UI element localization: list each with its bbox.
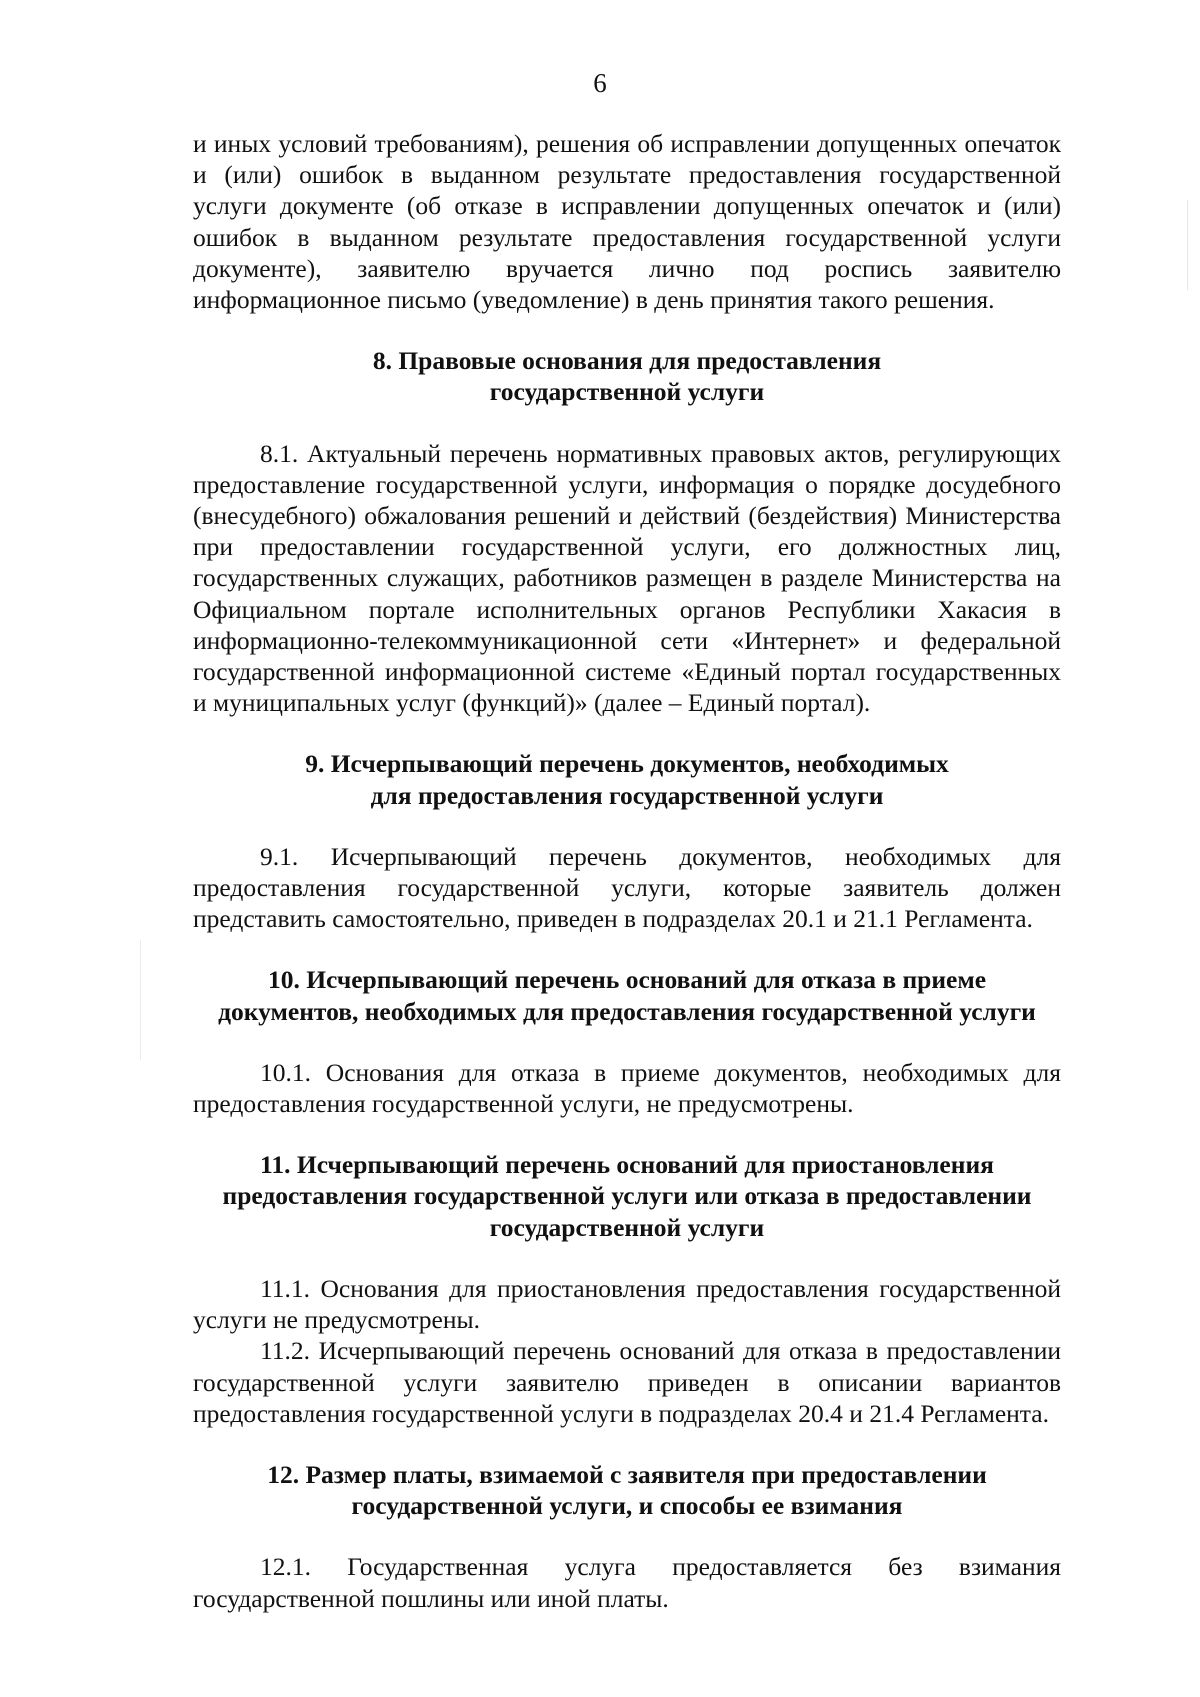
section-11-heading-line-2: предоставления государственной услуги или отказа в предоставлении: [222, 1181, 1032, 1211]
section-10-heading-line-2: документов, необходимых для предоставления государственной услуги: [218, 996, 1036, 1026]
document-body: [193, 128, 1061, 1614]
section-11-heading: [193, 1149, 1061, 1243]
paragraph-11-1: 11.1. Основания для приостановления предоставления государственной услуги не предусмотрены.: [193, 1273, 1061, 1335]
paragraph-9-1: 9.1. Исчерпывающий перечень документов, необходимых для предоставления государственной услуги, которые заявитель должен представить самостоятельно, приведен в подразделах 20.1 и 21.1 Регламента.: [193, 841, 1061, 934]
paragraph-11-2: 11.2. Исчерпывающий перечень оснований для отказа в предоставлении государственной услуги заявителю приведен в описании вариантов предоставления государственной услуги в подразделах 20.4 и 21.4 Регламента.: [193, 1336, 1061, 1428]
section-8-heading-line-2: государственной услуги: [489, 377, 765, 407]
section-9-heading: [193, 748, 1061, 810]
section-11-heading-line-3: государственной услуги: [489, 1212, 765, 1242]
section-12-heading-line-1: 12. Размер платы, взимаемой с заявителя при предоставлении: [267, 1459, 987, 1489]
paragraph-8-1: 8.1. Актуальный перечень нормативных правовых актов, регулирующих предоставление государственной услуги, информация о порядке досудебного (внесудебного) обжалования решений и действий (бездействия) Министерства при предоставлении государственной услуги, его должностных лиц, государственных служащих, работников размещен в разделе Министерства на Официальном портале исполнительных органов Республики Хакасия в информационно-телекоммуникационной сети «Интернет» и федеральной государственной информационной системе «Единый портал государственных и муниципальных услуг (функций)» (далее – Единый портал).: [193, 438, 1061, 718]
section-11-heading-line-1: 11. Исчерпывающий перечень оснований для приостановления: [260, 1150, 994, 1180]
section-9-heading-line-2: для предоставления государственной услуги: [370, 780, 884, 810]
scan-artifact: [140, 940, 141, 1060]
section-12-heading: [193, 1459, 1061, 1521]
paragraph-10-1: 10.1. Основания для отказа в приеме документов, необходимых для предоставления государственной услуги, не предусмотрены.: [193, 1057, 1061, 1119]
section-8-heading: [193, 345, 1061, 407]
page-number: 6: [593, 68, 607, 98]
section-8-heading-line-1: 8. Правовые основания для предоставления: [372, 346, 882, 376]
section-10-heading-line-1: 10. Исчерпывающий перечень оснований для отказа в приеме: [267, 965, 987, 995]
section-12-heading-line-2: государственной услуги, и способы ее взимания: [351, 1491, 903, 1521]
section-9-heading-line-1: 9. Исчерпывающий перечень документов, необходимых: [305, 749, 949, 779]
section-10-heading: [193, 964, 1061, 1026]
paragraph-12-1: 12.1. Государственная услуга предоставляется без взимания государственной пошлины или иной платы.: [193, 1552, 1061, 1613]
intro-paragraph: и иных условий требованиям), решения об исправлении допущенных опечаток и (или) ошибок в выданном результате предоставления государственной услуги документе (об отказе в исправлении допущенных опечаток и (или) ошибок в выданном результате предоставления государственной услуги документе), заявителю вручается лично под роспись заявителю информационное письмо (уведомление) в день принятия такого решения.: [193, 129, 1061, 315]
scan-artifact: [1187, 200, 1188, 290]
